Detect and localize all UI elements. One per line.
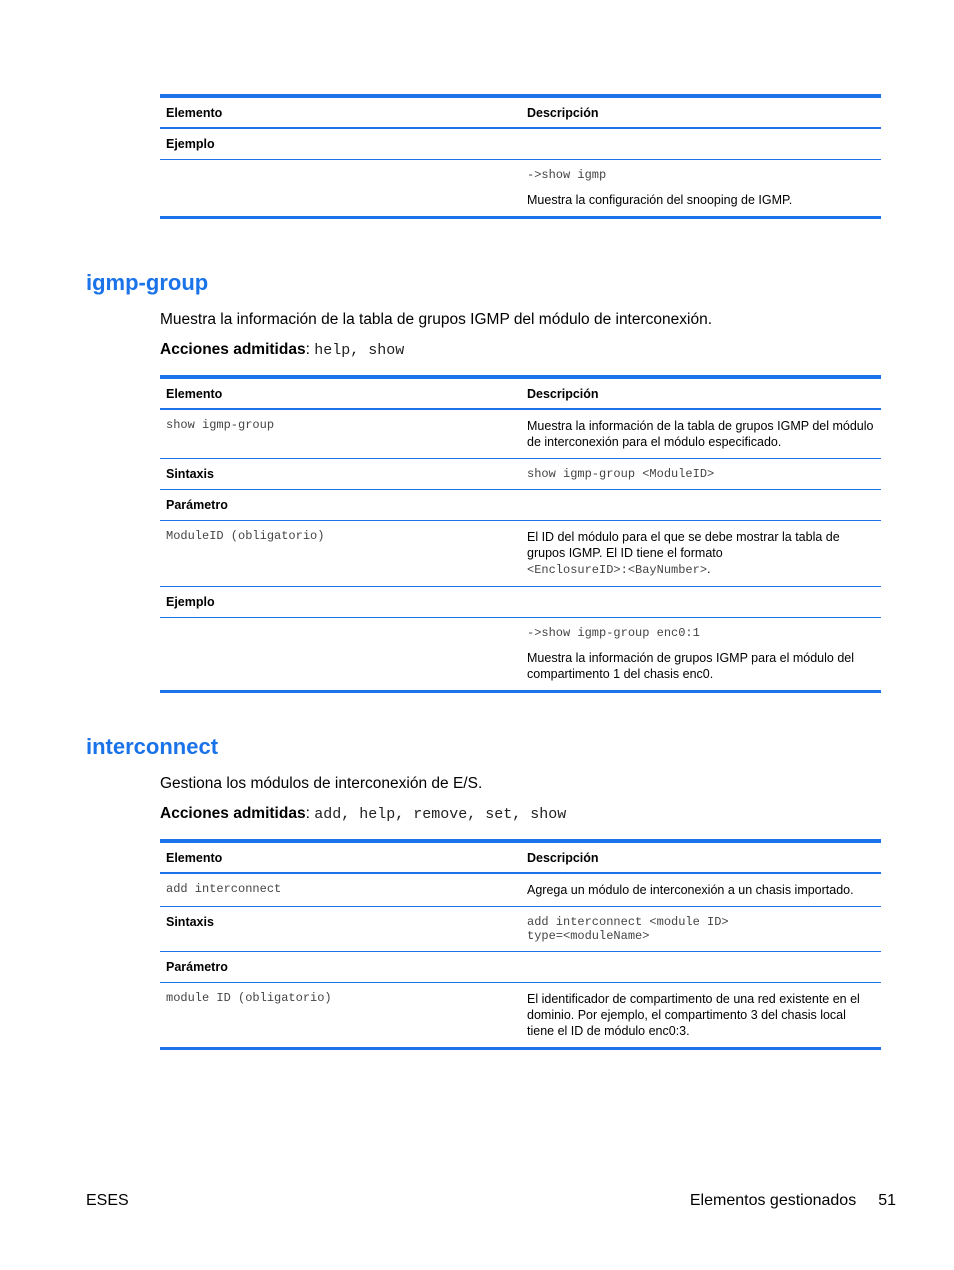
header-elemento: Elemento — [166, 387, 223, 401]
parameter-label: Parámetro — [166, 498, 228, 512]
actions-label: Acciones admitidas — [160, 805, 306, 822]
table-row — [160, 983, 881, 1050]
footer-language-code: ESES — [86, 1192, 129, 1209]
command-description: Agrega un módulo de interconexión a un chasis importado. — [527, 883, 854, 897]
command-cell: show igmp-group — [166, 418, 275, 432]
example-description: Muestra la configuración del snooping de IGMP. — [527, 193, 793, 207]
section-intro-igmp-group: Muestra la información de la tabla de grupos IGMP del módulo de interconexión. — [160, 311, 712, 328]
command-description: Muestra la información de la tabla de grupos IGMP del módulo de interconexión para el módulo especificado. — [527, 419, 874, 449]
table-row — [160, 587, 881, 618]
example-label: Ejemplo — [166, 137, 215, 151]
table-row — [160, 874, 881, 907]
table-row — [160, 410, 881, 459]
parameter-name: module ID (obligatorio) — [166, 991, 332, 1005]
supported-actions-igmp-group: Acciones admitidas: help, show — [160, 341, 405, 359]
example-label: Ejemplo — [166, 595, 215, 609]
actions-label: Acciones admitidas — [160, 341, 306, 358]
header-elemento: Elemento — [166, 851, 223, 865]
parameter-description: El identificador de compartimento de una red existente en el dominio. Por ejemplo, el compartimento 3 del chasis local tiene el ID de módulo enc0:3. — [527, 992, 860, 1038]
header-descripcion: Descripción — [527, 106, 599, 120]
command-cell: add interconnect — [166, 882, 282, 896]
header-elemento: Elemento — [166, 106, 223, 120]
header-descripcion: Descripción — [527, 851, 599, 865]
syntax-value: add interconnect <module ID> type=<moduleName> — [527, 915, 729, 943]
actions-list: help, show — [314, 342, 405, 359]
header-descripcion: Descripción — [527, 387, 599, 401]
actions-list: add, help, remove, set, show — [314, 806, 567, 823]
footer-page-info — [690, 1192, 896, 1210]
section-intro-interconnect: Gestiona los módulos de interconexión de E/S. — [160, 775, 483, 792]
parameter-description: El ID del módulo para el que se debe mostrar la tabla de grupos IGMP. El ID tiene el formato <EnclosureID>:<BayNumber>. — [527, 530, 840, 577]
example-description: Muestra la información de grupos IGMP para el módulo del compartimento 1 del chasis enc0. — [527, 651, 855, 681]
syntax-label: Sintaxis — [166, 467, 214, 481]
table-row — [160, 490, 881, 521]
syntax-value: show igmp-group <ModuleID> — [527, 467, 715, 481]
footer-section-title: Elementos gestionados — [689, 1192, 857, 1209]
section-title-igmp-group: igmp-group — [86, 270, 209, 295]
table-header-row — [160, 94, 881, 129]
table-row — [160, 459, 881, 490]
igmp-group-table — [160, 375, 881, 693]
example-command: ->show igmp — [527, 168, 607, 182]
table-row — [160, 160, 881, 219]
table-row — [160, 907, 881, 952]
interconnect-table — [160, 839, 881, 1050]
table-row — [160, 952, 881, 983]
example-command: ->show igmp-group enc0:1 — [527, 626, 700, 640]
table-row — [160, 521, 881, 587]
table-header-row — [160, 375, 881, 410]
syntax-label: Sintaxis — [166, 915, 214, 929]
table-row — [160, 129, 881, 160]
parameter-label: Parámetro — [166, 960, 228, 974]
table-row — [160, 618, 881, 693]
page-number: 51 — [878, 1192, 896, 1209]
table-header-row — [160, 839, 881, 874]
section-title-interconnect: interconnect — [86, 734, 219, 759]
parameter-name: ModuleID (obligatorio) — [166, 529, 325, 543]
supported-actions-interconnect: Acciones admitidas: add, help, remove, set, show — [160, 805, 567, 823]
igmp-table-continued — [160, 94, 881, 219]
